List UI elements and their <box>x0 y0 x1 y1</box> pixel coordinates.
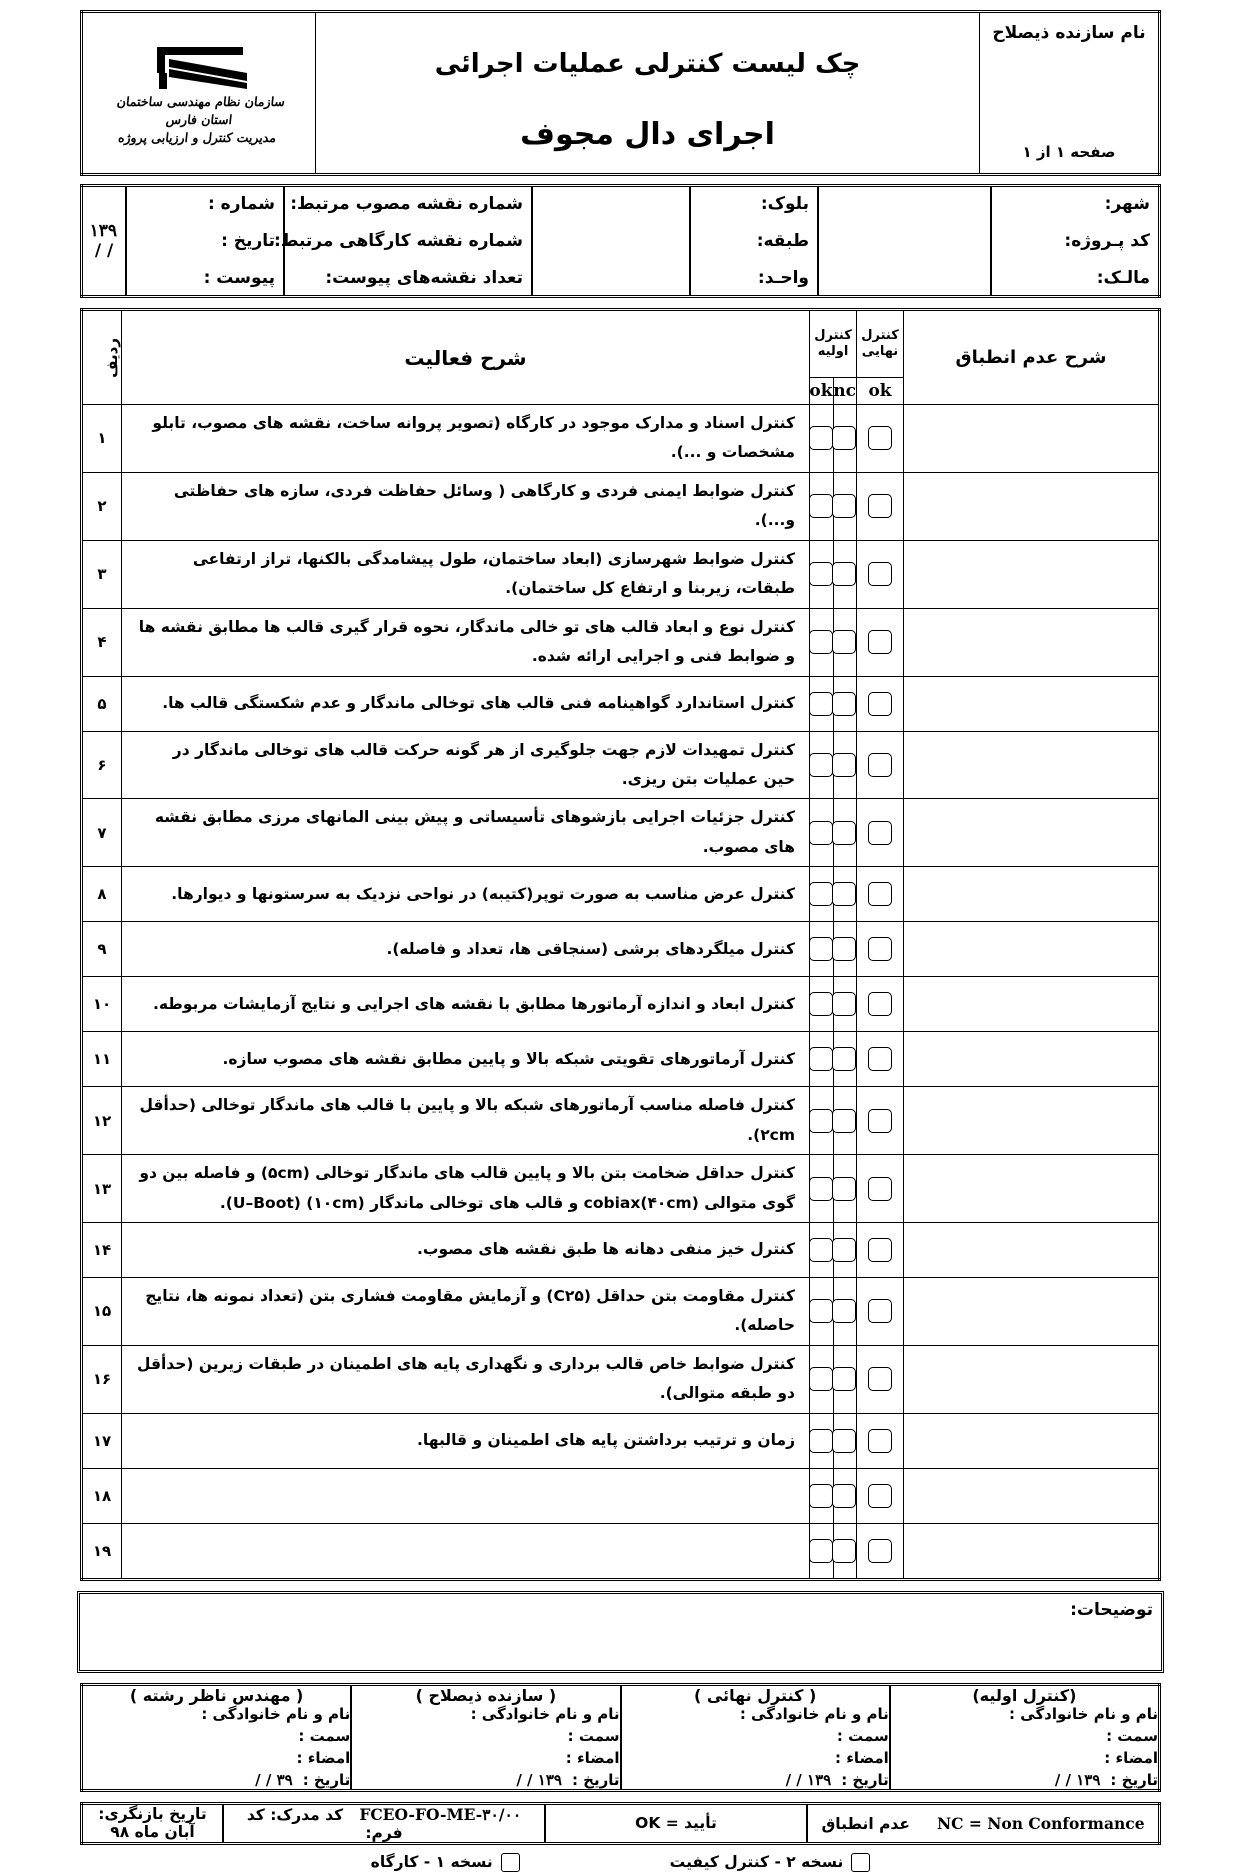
nonconformance-input[interactable] <box>904 676 1160 731</box>
legend-doc-code <box>223 1803 545 1843</box>
activity-description: کنترل مقاومت بتن حداقل (C۲۵) و آزمایش مقاومت فشاری بتن (تعداد نمونه ها، نتایج حاصله). <box>122 1278 810 1346</box>
subheader-nc: nc <box>833 378 857 405</box>
checkbox-icon[interactable] <box>868 494 892 518</box>
unit-value-field[interactable] <box>532 261 690 297</box>
checkbox-icon[interactable] <box>809 494 833 518</box>
checkbox-icon[interactable] <box>868 1484 892 1508</box>
checkbox-icon[interactable] <box>868 630 892 654</box>
checkbox-icon[interactable] <box>809 1539 833 1563</box>
table-row <box>82 608 1160 676</box>
checkbox-cell-final-ok[interactable] <box>857 472 904 540</box>
project-info-block <box>80 184 1161 298</box>
table-row <box>82 799 1160 867</box>
floor-value-field[interactable] <box>532 221 690 261</box>
checkbox-cell-initial-ok[interactable] <box>810 405 834 473</box>
signature-name-field[interactable]: نام و نام خانوادگی : <box>621 1705 890 1727</box>
nonconformance-input[interactable] <box>904 1278 1160 1346</box>
checkbox-icon[interactable] <box>832 1238 856 1262</box>
checkbox-icon[interactable] <box>809 992 833 1016</box>
checkbox-icon[interactable] <box>832 1539 856 1563</box>
title-cell <box>316 12 980 175</box>
legend-nc-label: عدم انطباق <box>821 1814 910 1833</box>
legend-nc-text: NC = Non Conformance <box>936 1813 1145 1833</box>
nonconformance-input[interactable] <box>904 1087 1160 1155</box>
organization-emblem-icon <box>139 43 259 91</box>
activity-description: کنترل عرض مناسب به صورت توپر(کتیبه) در نواحی نزدیک به سرستونها و دیوارها. <box>122 867 810 922</box>
signature-sign-row <box>82 1749 1160 1771</box>
activity-description <box>122 1523 810 1579</box>
info-row-2 <box>82 221 1160 261</box>
remarks-label: توضیحات: <box>1070 1599 1153 1620</box>
city-value-field[interactable] <box>818 186 991 222</box>
activity-description: کنترل استاندارد گواهینامه فنی قالب های توخالی ماندگار و عدم شکستگی قالب ها. <box>122 676 810 731</box>
checkbox-icon[interactable] <box>832 1484 856 1508</box>
signature-position-field[interactable]: سمت : <box>890 1727 1160 1749</box>
signature-position-field[interactable]: سمت : <box>621 1727 890 1749</box>
nonconformance-input[interactable] <box>904 1345 1160 1413</box>
table-row <box>82 922 1160 977</box>
signature-sign-field[interactable]: امضاء : <box>890 1749 1160 1771</box>
subheader-ok-final: ok <box>857 378 904 405</box>
checkbox-cell-final-ok[interactable] <box>857 731 904 799</box>
block-value-field[interactable] <box>532 186 690 222</box>
checkbox-cell-initial-nc[interactable] <box>833 1413 857 1468</box>
table-row <box>82 1278 1160 1346</box>
checkbox-cell-initial-nc[interactable] <box>833 1523 857 1579</box>
activity-description: کنترل تمهیدات لازم جهت جلوگیری از هر گونه حرکت قالب های توخالی ماندگار در حین عملیات بتن ریزی. <box>122 731 810 799</box>
nonconformance-input[interactable] <box>904 1523 1160 1579</box>
checkbox-icon[interactable] <box>809 1429 833 1453</box>
activity-description: کنترل ضوابط شهرسازی (ابعاد ساختمان، طول پیشامدگی بالکنها، تراز ارتفاعی طبقات، زیربنا و ارتفاع کل ساختمان). <box>122 540 810 608</box>
checkbox-cell-final-ok[interactable] <box>857 799 904 867</box>
checkbox-icon[interactable] <box>809 1047 833 1071</box>
signature-names-row <box>82 1705 1160 1727</box>
signature-date-field[interactable] <box>82 1771 352 1791</box>
row-number: ۱۰ <box>82 977 122 1032</box>
table-row <box>82 472 1160 540</box>
checkbox-icon[interactable] <box>809 1109 833 1133</box>
checkbox-icon[interactable] <box>832 821 856 845</box>
table-row <box>82 405 1160 473</box>
activity-description: کنترل آرماتورهای تقویتی شبکه بالا و پایین مطابق نقشه های مصوب سازه. <box>122 1032 810 1087</box>
attachment-value-field[interactable] <box>82 261 127 297</box>
checkbox-icon[interactable] <box>868 992 892 1016</box>
checkbox-cell-initial-ok[interactable] <box>810 799 834 867</box>
nonconformance-input[interactable] <box>904 405 1160 473</box>
nonconformance-input[interactable] <box>904 1413 1160 1468</box>
checklist-table <box>80 308 1161 1581</box>
signature-column-title: ( مهندس ناظر رشته ) <box>129 1685 304 1705</box>
table-row <box>82 1087 1160 1155</box>
shop-drawing-label: شماره نقشه کارگاهی مرتبط: <box>284 221 532 261</box>
row-number: ۱ <box>82 405 122 473</box>
row-number: ۴ <box>82 608 122 676</box>
signature-date-field[interactable] <box>621 1771 890 1791</box>
copy-option-2[interactable] <box>670 1853 871 1872</box>
checkbox-icon[interactable] <box>868 753 892 777</box>
activity-description: کنترل میلگردهای برشی (سنجاقی ها، تعداد و فاصله). <box>122 922 810 977</box>
project-code-label: کد پـروژه: <box>991 221 1160 261</box>
checkbox-icon[interactable] <box>868 562 892 586</box>
checkbox-icon[interactable] <box>868 1177 892 1201</box>
activity-description <box>122 1468 810 1523</box>
checkbox-cell-initial-nc[interactable] <box>833 608 857 676</box>
checkbox-icon[interactable] <box>809 1177 833 1201</box>
block-label: بلوک: <box>690 186 818 222</box>
checkbox-cell-initial-ok[interactable] <box>810 867 834 922</box>
checkbox-icon[interactable] <box>832 753 856 777</box>
row-number: ۱۵ <box>82 1278 122 1346</box>
signature-column-title: ( کنترل نهائی ) <box>621 1684 890 1705</box>
checkbox-icon[interactable] <box>501 1853 520 1872</box>
org-line-1: سازمان نظام مهندسی ساختمان <box>116 93 286 109</box>
row-number: ۱۸ <box>82 1468 122 1523</box>
checkbox-cell-initial-nc[interactable] <box>833 922 857 977</box>
checkbox-icon[interactable] <box>809 1299 833 1323</box>
checkbox-icon[interactable] <box>868 1367 892 1391</box>
row-number: ۷ <box>82 799 122 867</box>
checkbox-cell-initial-nc[interactable] <box>833 1345 857 1413</box>
copy-1-label: نسخه ۱ - کارگاه <box>370 1853 493 1872</box>
copy-option-1[interactable] <box>371 1853 520 1872</box>
checkbox-icon[interactable] <box>868 937 892 961</box>
checkbox-icon[interactable] <box>832 692 856 716</box>
checkbox-icon[interactable] <box>809 426 833 450</box>
table-row <box>82 1523 1160 1579</box>
nonconformance-input[interactable] <box>904 977 1160 1032</box>
checkbox-icon[interactable] <box>832 562 856 586</box>
table-row <box>82 1468 1160 1523</box>
checkbox-cell-final-ok[interactable] <box>857 1345 904 1413</box>
table-row <box>82 1413 1160 1468</box>
checkbox-cell-initial-ok[interactable] <box>810 540 834 608</box>
checkbox-cell-initial-nc[interactable] <box>833 405 857 473</box>
checkbox-cell-final-ok[interactable] <box>857 1468 904 1523</box>
checkbox-cell-final-ok[interactable] <box>857 1413 904 1468</box>
checkbox-cell-initial-nc[interactable] <box>833 1032 857 1087</box>
checkbox-cell-final-ok[interactable] <box>857 608 904 676</box>
checkbox-cell-initial-nc[interactable] <box>833 1155 857 1223</box>
signature-date-label: تاریخ : <box>571 1770 620 1789</box>
checkbox-cell-final-ok[interactable] <box>857 1155 904 1223</box>
legend-doc-code-value: FCEO-FO-ME-۳۰/۰۰ <box>359 1804 522 1824</box>
signature-name-field[interactable]: نام و نام خانوادگی : <box>890 1705 1160 1727</box>
activity-description: کنترل حداقل ضخامت بتن بالا و پایین قالب های ماندگار توخالی (۵cm) و فاصله بین دو گوی متوالی (۴۰cm)cobiax و قالب های توخالی ماندگار (۱۰cm) (U–Boot). <box>122 1155 810 1223</box>
signature-date-field[interactable] <box>351 1771 620 1791</box>
checkbox-icon[interactable] <box>832 1429 856 1453</box>
nonconformance-input[interactable] <box>904 1468 1160 1523</box>
checkbox-cell-initial-ok[interactable] <box>810 1032 834 1087</box>
checkbox-cell-final-ok[interactable] <box>857 867 904 922</box>
maker-cell <box>980 12 1160 175</box>
checkbox-cell-initial-ok[interactable] <box>810 1413 834 1468</box>
checklist-head <box>82 310 1160 405</box>
table-row <box>82 1155 1160 1223</box>
checkbox-icon[interactable] <box>868 821 892 845</box>
signature-sign-field[interactable]: امضاء : <box>296 1748 351 1767</box>
checkbox-icon[interactable] <box>868 1539 892 1563</box>
nonconformance-input[interactable] <box>904 608 1160 676</box>
checkbox-cell-initial-nc[interactable] <box>833 1087 857 1155</box>
signature-date-value: ۱۳۹ / / <box>516 1770 562 1789</box>
row-number: ۹ <box>82 922 122 977</box>
header-final-control: کنترل نهایی <box>857 310 904 378</box>
signature-date-label: تاریخ : <box>302 1770 351 1789</box>
unit-label: واحـد: <box>690 261 818 297</box>
checkbox-cell-initial-ok[interactable] <box>810 977 834 1032</box>
organization-logo-cell <box>82 12 316 175</box>
checkbox-cell-initial-ok[interactable] <box>810 1223 834 1278</box>
signature-date-label: تاریخ : <box>841 1770 889 1789</box>
checkbox-cell-initial-nc[interactable] <box>833 867 857 922</box>
checkbox-cell-initial-nc[interactable] <box>833 977 857 1032</box>
owner-label: مالـک: <box>991 261 1160 297</box>
table-row <box>82 977 1160 1032</box>
checkbox-icon[interactable] <box>809 1367 833 1391</box>
checkbox-cell-initial-ok[interactable] <box>810 676 834 731</box>
row-number: ۲ <box>82 472 122 540</box>
checkbox-cell-initial-nc[interactable] <box>833 676 857 731</box>
checkbox-icon[interactable] <box>832 1299 856 1323</box>
checkbox-icon[interactable] <box>832 937 856 961</box>
checkbox-icon[interactable] <box>868 426 892 450</box>
activity-description: کنترل ضوابط خاص قالب برداری و نگهداری پایه های اطمینان در طبقات زیرین (حدأقل دو طبقه متوالی). <box>122 1345 810 1413</box>
row-number: ۱۷ <box>82 1413 122 1468</box>
legend-nonconformance <box>807 1803 1160 1843</box>
info-row-1 <box>82 186 1160 222</box>
checkbox-icon[interactable] <box>809 630 833 654</box>
checkbox-icon[interactable] <box>832 1109 856 1133</box>
org-line-2: استان فارس <box>165 111 233 127</box>
number-label: شماره : <box>126 186 284 222</box>
signature-date-value: ۱۳۹ / / <box>1054 1770 1101 1789</box>
project-code-value-field[interactable] <box>818 221 991 261</box>
checkbox-cell-initial-nc[interactable] <box>833 731 857 799</box>
signature-position-field[interactable]: سمت : <box>351 1727 620 1749</box>
table-row <box>82 867 1160 922</box>
checkbox-cell-initial-ok[interactable] <box>810 472 834 540</box>
checkbox-cell-initial-nc[interactable] <box>833 472 857 540</box>
signature-date-label: تاریخ : <box>1110 1770 1158 1789</box>
nonconformance-input[interactable] <box>904 472 1160 540</box>
header-nonconformance: شرح عدم انطباق <box>904 310 1160 405</box>
checkbox-cell-final-ok[interactable] <box>857 1223 904 1278</box>
legend-ok: تأیید = OK <box>545 1803 807 1843</box>
signature-date-value: ۳۹ / / <box>255 1770 293 1789</box>
checkbox-icon[interactable] <box>809 937 833 961</box>
checkbox-icon[interactable] <box>809 753 833 777</box>
remarks-box[interactable] <box>77 1591 1164 1673</box>
checkbox-cell-initial-ok[interactable] <box>810 608 834 676</box>
page-title: چک لیست کنترلی عملیات اجرائی <box>434 48 861 79</box>
row-number: ۱۱ <box>82 1032 122 1087</box>
checkbox-icon[interactable] <box>809 821 833 845</box>
info-row-3 <box>82 261 1160 297</box>
checkbox-icon[interactable] <box>832 494 856 518</box>
checkbox-cell-initial-nc[interactable] <box>833 540 857 608</box>
checkbox-cell-initial-ok[interactable] <box>810 1345 834 1413</box>
checkbox-cell-initial-ok[interactable] <box>810 1523 834 1579</box>
table-row <box>82 731 1160 799</box>
checkbox-icon[interactable] <box>851 1853 870 1872</box>
signature-sign-field[interactable]: امضاء : <box>621 1749 890 1771</box>
table-row <box>82 1345 1160 1413</box>
checkbox-cell-final-ok[interactable] <box>857 1087 904 1155</box>
row-number: ۸ <box>82 867 122 922</box>
checkbox-icon[interactable] <box>809 562 833 586</box>
attachment-label: پیوست : <box>126 261 284 297</box>
signature-block <box>80 1683 1161 1792</box>
checkbox-cell-initial-nc[interactable] <box>833 1468 857 1523</box>
activity-description: کنترل جزئیات اجرایی بازشوهای تأسیساتی و پیش بینی المانهای مرزی مطابق نقشه های مصوب. <box>122 799 810 867</box>
checkbox-icon[interactable] <box>809 692 833 716</box>
checkbox-icon[interactable] <box>832 1177 856 1201</box>
checkbox-cell-final-ok[interactable] <box>857 922 904 977</box>
page-subtitle: اجرای دال مجوف <box>520 116 775 152</box>
checkbox-cell-final-ok[interactable] <box>857 1032 904 1087</box>
signature-name-field[interactable]: نام و نام خانوادگی : <box>201 1704 351 1723</box>
checkbox-cell-initial-ok[interactable] <box>810 1278 834 1346</box>
checkbox-cell-final-ok[interactable] <box>857 540 904 608</box>
checkbox-cell-final-ok[interactable] <box>857 1278 904 1346</box>
checkbox-icon[interactable] <box>809 1484 833 1508</box>
checklist-body <box>82 405 1160 1580</box>
checkbox-icon[interactable] <box>868 1047 892 1071</box>
row-number: ۱۴ <box>82 1223 122 1278</box>
checkbox-icon[interactable] <box>832 992 856 1016</box>
checkbox-icon[interactable] <box>832 630 856 654</box>
signature-position-field[interactable]: سمت : <box>298 1726 351 1745</box>
nonconformance-input[interactable] <box>904 1223 1160 1278</box>
activity-description: کنترل خیز منفی دهانه ها طبق نقشه های مصوب. <box>122 1223 810 1278</box>
checkbox-icon[interactable] <box>809 882 833 906</box>
org-line-3: مدیریت کنترل و ارزیابی پروژه <box>117 130 277 146</box>
row-number: ۱۳ <box>82 1155 122 1223</box>
copies-row <box>80 1853 1161 1872</box>
checkbox-cell-final-ok[interactable] <box>857 676 904 731</box>
nonconformance-input[interactable] <box>904 799 1160 867</box>
city-label: شهر: <box>991 186 1160 222</box>
table-row <box>82 1032 1160 1087</box>
table-row <box>82 1223 1160 1278</box>
activity-description: زمان و ترتیب برداشتن پایه های اطمینان و قالبها. <box>122 1413 810 1468</box>
header-row-number: ردیف <box>82 310 122 405</box>
subheader-ok-initial: ok <box>810 378 834 405</box>
checkbox-icon[interactable] <box>809 1238 833 1262</box>
row-number: ۵ <box>82 676 122 731</box>
activity-description: کنترل ابعاد و اندازه آرماتورها مطابق با نقشه های اجرایی و نتایج آزمایشات مربوطه. <box>122 977 810 1032</box>
signature-titles-row <box>82 1684 1160 1705</box>
header-activity: شرح فعالیت <box>122 310 810 405</box>
checkbox-cell-final-ok[interactable] <box>857 405 904 473</box>
row-number: ۱۶ <box>82 1345 122 1413</box>
checkbox-icon[interactable] <box>868 1109 892 1133</box>
checkbox-icon[interactable] <box>832 1367 856 1391</box>
copy-2-label: نسخه ۲ - کنترل کیفیت <box>669 1853 844 1872</box>
legend-revision: تاریخ بازنگری: آبان ماه ۹۸ <box>98 1805 207 1842</box>
checkbox-icon[interactable] <box>868 1238 892 1262</box>
checkbox-cell-final-ok[interactable] <box>857 1523 904 1579</box>
signature-column-title: (کنترل اولیه) <box>890 1684 1160 1705</box>
date-value[interactable]: ۱۳۹ / / <box>89 221 117 261</box>
row-number: ۱۹ <box>82 1523 122 1579</box>
activity-description: کنترل فاصله مناسب آرماتورهای شبکه بالا و پایین با قالب های ماندگار توخالی (حدأقل ۲cm). <box>122 1087 810 1155</box>
legend-block <box>80 1802 1161 1845</box>
checkbox-cell-initial-nc[interactable] <box>833 799 857 867</box>
nonconformance-input[interactable] <box>904 1032 1160 1087</box>
page-number-label: صفحه ۱ از ۱ <box>1022 143 1116 161</box>
nonconformance-input[interactable] <box>904 540 1160 608</box>
table-row <box>82 540 1160 608</box>
activity-description: کنترل اسناد و مدارک موجود در کارگاه (تصویر پروانه ساخت، نقشه های مصوب، تابلو مشخصات و ...). <box>122 405 810 473</box>
date-label: تاریخ : <box>126 221 284 261</box>
signature-column-title: ( سازنده ذیصلاح ) <box>351 1684 620 1705</box>
nonconformance-input[interactable] <box>904 922 1160 977</box>
checkbox-cell-initial-ok[interactable] <box>810 1468 834 1523</box>
checkbox-cell-initial-nc[interactable] <box>833 1223 857 1278</box>
checkbox-cell-initial-ok[interactable] <box>810 922 834 977</box>
legend-doc-code-label: کد مدرک: کد فرم: <box>246 1805 403 1842</box>
checkbox-cell-final-ok[interactable] <box>857 977 904 1032</box>
document-header <box>80 10 1161 176</box>
signature-name-field[interactable]: نام و نام خانوادگی : <box>351 1705 620 1727</box>
nonconformance-input[interactable] <box>904 1155 1160 1223</box>
checkbox-cell-initial-nc[interactable] <box>833 1278 857 1346</box>
row-number: ۱۲ <box>82 1087 122 1155</box>
row-number: ۳ <box>82 540 122 608</box>
row-number: ۶ <box>82 731 122 799</box>
signature-positions-row <box>82 1727 1160 1749</box>
checklist-header-row <box>82 310 1160 378</box>
signature-sign-field[interactable]: امضاء : <box>351 1749 620 1771</box>
header-initial-control: کنترل اولیه <box>810 310 857 378</box>
attachment-count-label: تعداد نقشه‌های پیوست: <box>284 261 532 297</box>
activity-description: کنترل ضوابط ایمنی فردی و کارگاهی ( وسائل حفاظت فردی، سازه های حفاظتی و...). <box>122 472 810 540</box>
checkbox-icon[interactable] <box>868 1429 892 1453</box>
checkbox-icon[interactable] <box>832 426 856 450</box>
signature-date-field[interactable] <box>890 1771 1160 1791</box>
checkbox-icon[interactable] <box>832 882 856 906</box>
nonconformance-input[interactable] <box>904 731 1160 799</box>
nonconformance-input[interactable] <box>904 867 1160 922</box>
checkbox-cell-initial-ok[interactable] <box>810 731 834 799</box>
checkbox-cell-initial-ok[interactable] <box>810 1155 834 1223</box>
checkbox-icon[interactable] <box>868 882 892 906</box>
approved-drawing-label: شماره نقشه مصوب مرتبط: <box>284 186 532 222</box>
signature-dates-row <box>82 1771 1160 1791</box>
number-value-field[interactable] <box>82 186 127 222</box>
checkbox-icon[interactable] <box>868 692 892 716</box>
checkbox-icon[interactable] <box>832 1047 856 1071</box>
checkbox-cell-initial-ok[interactable] <box>810 1087 834 1155</box>
signature-date-value: ۱۳۹ / / <box>785 1770 832 1789</box>
floor-label: طبقه: <box>690 221 818 261</box>
activity-description: کنترل نوع و ابعاد قالب های تو خالی ماندگار، نحوه قرار گیری قالب ها مطابق نقشه ها و ضوابط فنی و اجرایی ارائه شده. <box>122 608 810 676</box>
maker-label: نام سازنده ذیصلاح <box>992 23 1146 43</box>
table-row <box>82 676 1160 731</box>
checkbox-icon[interactable] <box>868 1299 892 1323</box>
owner-value-field[interactable] <box>818 261 991 297</box>
